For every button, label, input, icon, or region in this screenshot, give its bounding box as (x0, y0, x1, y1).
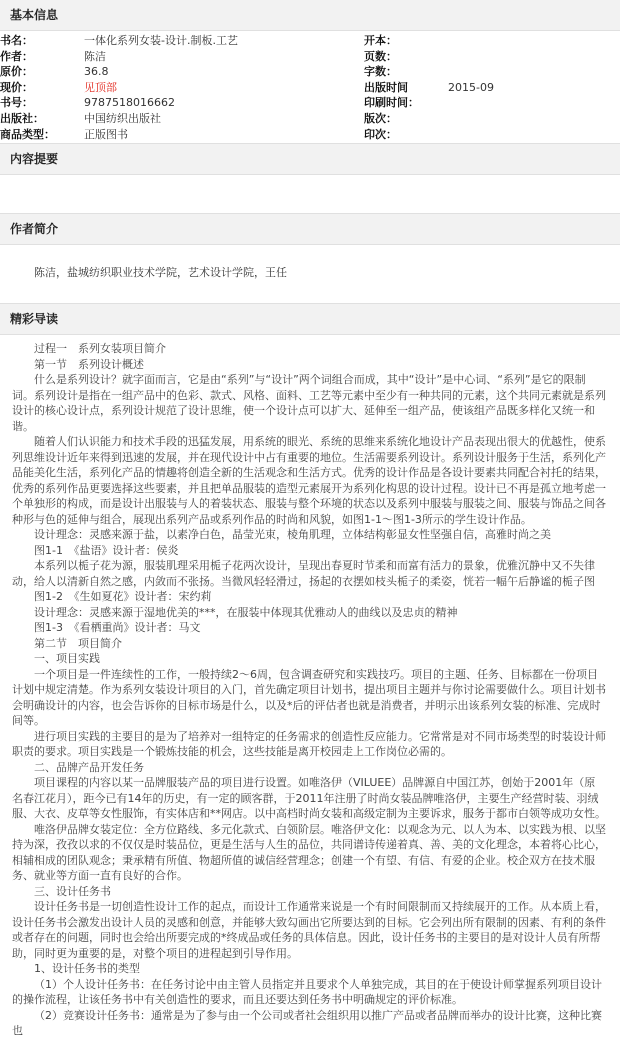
info-row (0, 96, 620, 110)
guide-paragraph: 设计任务书是一切创造性设计工作的起点，而设计工作通常来说是一个有时间限制而又持续展开的工作。从本质上看，设计任务书会激发出设计人员的灵感和创意，并能够大致勾画出它所要达到的目标。它会列出所有限制的因素、有利的条件或者存在的问题，同时也会给出所要完成的*终成品或任务的具体信息。因此，设计任务书的主要目的是对设计人员有所帮助，同时更为重要的是，对整个项目的进程起到引导作用。 (12, 900, 606, 960)
info-label: 商品类型： (0, 127, 55, 141)
guide-paragraph: （1）个人设计任务书：在任务讨论中由主管人员指定并且要求个人单独完成，其目的在于使设计师掌握系列项目设计的操作流程，让该任务书中有关创造性的要求，而且还要达到任务书中明确规定的评价标准。 (12, 977, 602, 1006)
guide-body (0, 335, 620, 1039)
info-value: 见顶部 (84, 80, 117, 94)
guide-paragraph: （2）竞赛设计任务书：通常是为了参与由一个公司或者社会组织用以推广产品或者品牌而举办的设计比赛，这种比赛也 (12, 1008, 602, 1037)
info-row (0, 128, 620, 142)
info-label: 书名： (0, 34, 33, 47)
guide-paragraph: 唯洛伊品牌女装定位：全方位路线、多元化款式、白领阶层。唯洛伊文化：以观念为元、以人为本、以实践为根、以坚持为深，孜孜以求的不仅仅是时装品位，更是生活与人生的品位，共同谱诗传递着真、善、美的文化理念，本着将心比心，相辅相成的团队观念；秉承精有所值、物超所值的诚信经营理念；创建一个有望、有信、有爱的企业。校企双方在技术服务、就业等方面一直有良好的合作。 (12, 822, 606, 882)
guide-paragraph: 第一节 系列设计概述 (34, 357, 144, 371)
guide-paragraph: 什么是系列设计？就字面而言，它是由“系列”与“设计”两个词组合而成，其中“设计”是中心词、“系列”是它的限制词。系列设计是指在一组产品中的色彩、款式、风格、面料、工艺等元素中至少有一种共同的元素，这个共同元素就是系列设计的核心设计点，系列设计规范了设计思维，使一个设计点可以扩大、延伸至一组产品，使该组产品既多样化又统一和谐。 (12, 373, 606, 433)
info-label: 字数： (364, 65, 397, 79)
guide-paragraph: 二、品牌产品开发任务 (34, 760, 144, 774)
guide-paragraph: 图1-2 《生如夏花》设计者：宋约莉 (34, 590, 212, 603)
info-row (0, 34, 620, 48)
guide-paragraph: 设计理念：灵感来源于湿地优美的***，在服装中体现其优雅动人的曲线以及忠贞的精神 (34, 605, 458, 619)
author-intro-text: 陈洁，盐城纺织职业技术学院，艺术设计学院，王任 (34, 266, 287, 279)
guide-paragraph: 三、设计任务书 (34, 884, 111, 898)
info-label: 出版时间 (364, 80, 408, 94)
basic-info-table (0, 31, 620, 143)
info-label: 出版社： (0, 112, 44, 125)
info-value: 正版图书 (84, 127, 128, 141)
guide-paragraph: 随着人们认识能力和技术手段的迅猛发展，用系统的眼光、系统的思维来系统化地设计产品表现出很大的优越性，使系列思维设计近年来得到迅速的发展，并在现代设计中占有重要的地位。生活需要系列设计。系列设计服务于生活，系列化产品能美化生活，系列化产品的情趣将创造全新的生活观念和生活方式。优秀的设计作品是各设计要素共同配合衬托的结果，优秀的系列作品更要选择这些要素，并且把单品服装的造型元素展开为系列化构思的设计过程。设计已不再是孤立地考虑一个单独形的构成，而是设计出服装与人的着装状态、服装与整个环境的状态以及系列中服装与服装之间、服装与饰品之间各种形与色的延伸与组合，展现出系列产品或系列作品的时尚和风貌，如图1-1～图1-3所示的学生设计作品。 (12, 435, 606, 526)
info-value: 一体化系列女装-设计.制板.工艺 (84, 34, 238, 47)
guide-paragraph: 图1-1 《盐语》设计者：侯炎 (34, 543, 179, 557)
basic-info-header: 基本信息 (0, 0, 620, 31)
info-label: 印次： (364, 127, 397, 141)
guide-paragraph: 设计理念：灵感来源于盐，以素净白色，晶莹光束，棱角肌理，立体结构彰显女性坚强自信，高雅时尚之美 (34, 528, 551, 541)
info-row (0, 112, 620, 126)
info-label: 页数： (364, 49, 397, 63)
info-label: 现价： (0, 80, 33, 94)
info-label: 印刷时间： (364, 96, 419, 110)
summary-header: 内容提要 (0, 143, 620, 175)
info-row (0, 50, 620, 64)
info-label: 书号： (0, 96, 33, 110)
guide-paragraph: 进行项目实践的主要目的是为了培养对一组特定的任务需求的创造性反应能力。它常常是对不同市场类型的时装设计师职责的要求。项目实践是一个锻炼技能的机会，这些技能是离开校园走上工作岗位必需的。 (12, 729, 606, 758)
guide-paragraph: 1、设计任务书的类型 (34, 962, 140, 975)
guide-header: 精彩导读 (0, 303, 620, 335)
info-row (0, 65, 620, 79)
info-label: 版次： (364, 112, 397, 125)
guide-paragraph: 第二节 项目简介 (34, 636, 122, 650)
guide-paragraph: 一、项目实践 (34, 652, 100, 665)
info-label: 原价： (0, 65, 33, 79)
guide-paragraph: 本系列以栀子花为源，服装肌理采用栀子花两次设计，呈现出春夏时节柔和而富有活力的景象，优雅沉静中又不失律动，给人以清新自然之感，内敛而不张扬。当微风轻轻滑过，扬起的衣摆如枝头栀子的柔姿，恍若一幅午后静谧的栀子图 (12, 559, 595, 588)
info-value: 9787518016662 (84, 96, 175, 110)
summary-content (0, 175, 620, 213)
info-value: 中国纺织出版社 (84, 112, 161, 125)
author-content (0, 245, 620, 303)
info-row (0, 81, 620, 95)
info-value: 36.8 (84, 65, 109, 79)
info-value: 陈洁 (84, 49, 106, 63)
guide-paragraph: 过程一 系列女装项目简介 (34, 342, 166, 355)
info-label: 作者： (0, 49, 33, 63)
author-header: 作者简介 (0, 213, 620, 245)
guide-paragraph: 图1-3 《看栖重尚》设计者：马文 (34, 621, 201, 634)
info-label: 开本： (364, 34, 397, 47)
guide-paragraph: 一个项目是一件连续性的工作，一般持续2～6周，包含调查研究和实践技巧。项目的主题、任务、目标都在一份项目计划中规定清楚。作为系列女装设计项目的入门，首先确定项目计划书，提出项目主题并与你讨论需要做什么。项目计划书会明确设计的内容，也会告诉你的目标市场是什么，以及*后的评估者也就是消费者，并明示出该系列女装的标准、完成时间等。 (12, 667, 606, 727)
info-value: 2015-09 (448, 80, 494, 94)
guide-paragraph: 项目课程的内容以某一品牌服装产品的项目进行设置。如唯洛伊（VILUEE）品牌源自中国江苏，创始于2001年（原名春江花月），距今已有14年的历史，有一定的顾客群，于2011年注册了时尚女装品牌唯洛伊，主要生产经营时装、羽绒服、大衣、皮草等女性服饰，有实体店和**网店。以中高档时尚女装和高级定制为主要诉求，服务于都市白领等成功女性。 (12, 776, 606, 820)
